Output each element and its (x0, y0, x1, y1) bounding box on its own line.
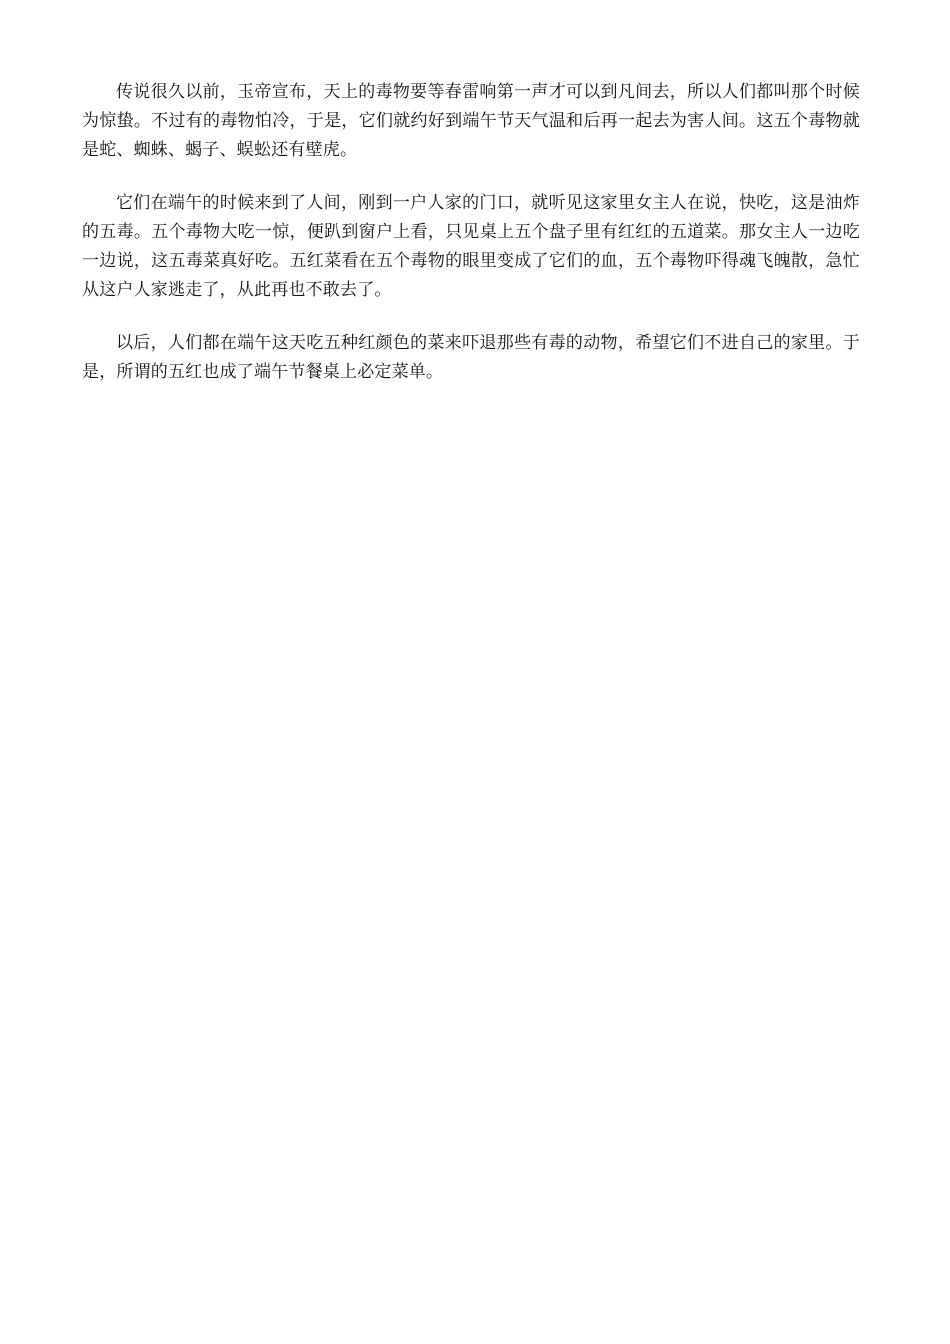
document-body (82, 78, 860, 411)
paragraph-wuhong-custom: 以后，人们都在端午这天吃五种红颜色的菜来吓退那些有毒的动物，希望它们不进自己的家里。于是，所谓的五红也成了端午节餐桌上必定菜单。 (82, 333, 860, 382)
paragraph-legend-jingzhe: 传说很久以前，玉帝宣布，天上的毒物要等春雷响第一声才可以到凡间去，所以人们都叫那个时候为惊蛰。不过有的毒物怕冷，于是，它们就约好到端午节天气温和后再一起去为害人间。这五个毒物就是蛇、蜘蛛、蝎子、蜈蚣还有壁虎。 (82, 82, 860, 160)
paragraph-five-poisons-visit: 它们在端午的时候来到了人间，刚到一户人家的门口，就听见这家里女主人在说，快吃，这是油炸的五毒。五个毒物大吃一惊，便趴到窗户上看，只见桌上五个盘子里有红红的五道菜。那女主人一边吃一边说，这五毒菜真好吃。五红菜看在五个毒物的眼里变成了它们的血，五个毒物吓得魂飞魄散，急忙从这户人家逃走了，从此再也不敢去了。 (82, 193, 860, 300)
